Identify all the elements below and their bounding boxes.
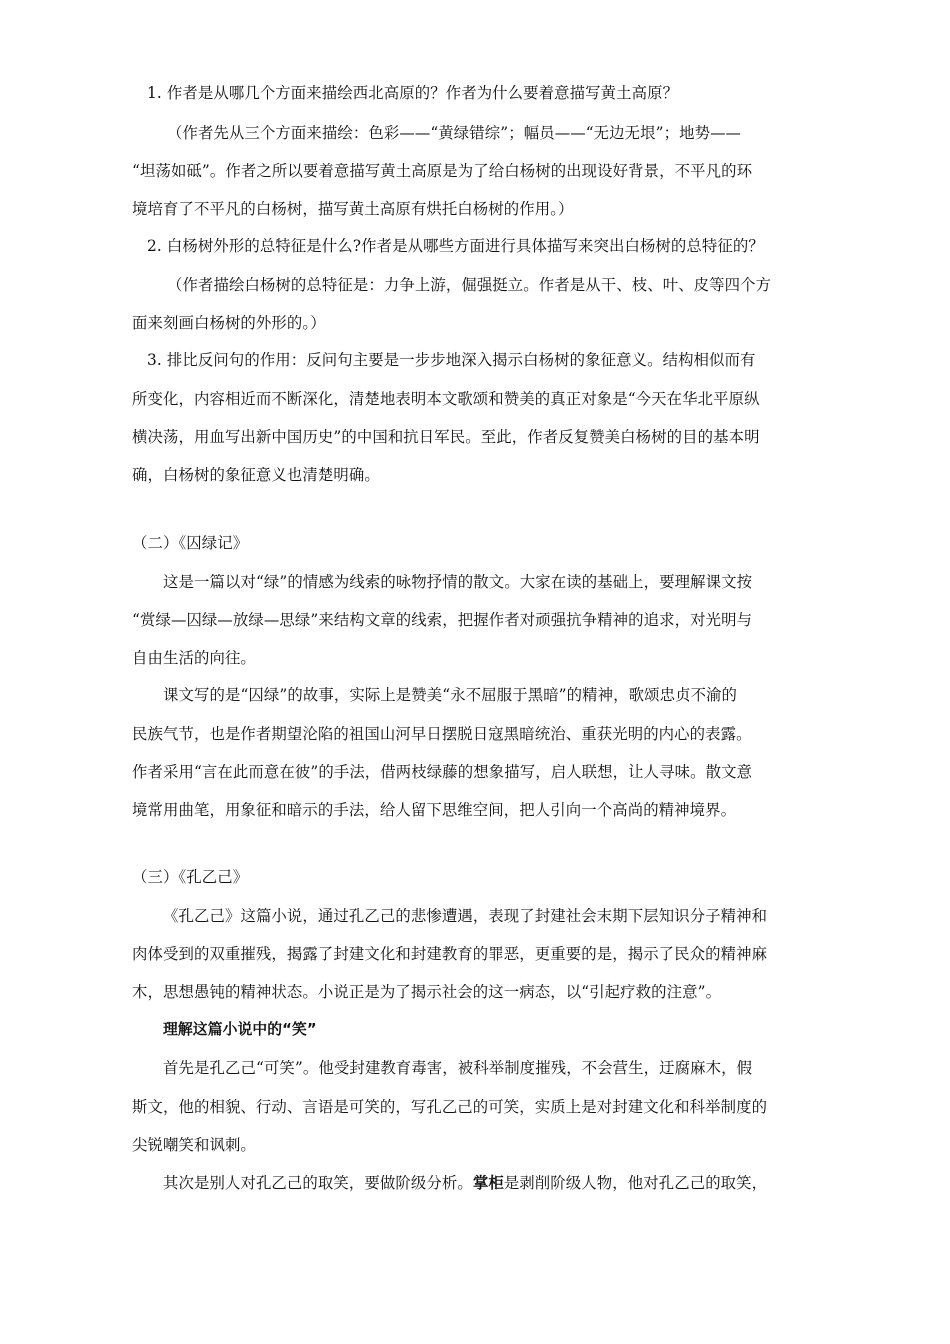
section-3-p1-line-2: 肉体受到的双重摧残，揭露了封建文化和封建教育的罪恶，更重要的是，揭示了民众的精神麻 bbox=[132, 945, 768, 963]
section-3-p2-line-2: 斯文，他的相貌、行动、言语是可笑的，写孔乙己的可笑，实质上是对封建文化和科举制度的 bbox=[132, 1098, 768, 1116]
answer-1-line-1: （作者先从三个方面来描绘：色彩——“黄绿错综”；幅员——“无边无垠”；地势—— bbox=[167, 124, 742, 142]
question-2: 2. 白杨树外形的总特征是什么?作者是从哪些方面进行具体描写来突出白杨树的总特征的？ bbox=[147, 237, 764, 255]
answer-2-line-1: （作者描绘白杨树的总特征是：力争上游，倔强挺立。作者是从干、枝、叶、皮等四个方 bbox=[167, 276, 772, 294]
section-2-p2-line-2: 民族气节，也是作者期望沦陷的祖国山河早日摆脱日寇黑暗统治、重获光明的内心的表露。 bbox=[132, 725, 752, 743]
question-1: 1. 作者是从哪几个方面来描绘西北高原的？作者为什么要着意描写黄土高原？ bbox=[147, 84, 679, 102]
answer-1-line-2: “坦荡如砥”。作者之所以要着意描写黄土高原是为了给白杨树的出现设好背景，不平凡的环 bbox=[132, 162, 753, 180]
question-3-line-1: 3. 排比反问句的作用：反问句主要是一步步地深入揭示白杨树的象征意义。结构相似而有 bbox=[147, 351, 756, 369]
section-3-p3-line-1 bbox=[163, 1173, 767, 1193]
section-3-p1-line-1: 《孔乙己》这篇小说，通过孔乙己的悲惨遭遇，表现了封建社会末期下层知识分子精神和 bbox=[163, 907, 768, 925]
section-2-p1-line-2: “赏绿—囚绿—放绿—思绿”来结构文章的线索，把握作者对顽强抗争精神的追求，对光明与 bbox=[132, 611, 753, 629]
section-3-heading: （三）《孔乙己》 bbox=[132, 868, 249, 886]
section-3-subheading: 理解这篇小说中的“笑” bbox=[163, 1021, 317, 1038]
section-2-heading: （二）《囚绿记》 bbox=[132, 534, 249, 552]
section-3-p3-text-pre: 其次是别人对孔乙己的取笑，要做阶级分析。 bbox=[163, 1174, 473, 1192]
question-3-line-4: 确，白杨树的象征意义也清楚明确。 bbox=[132, 466, 380, 484]
answer-1-line-3: 境培育了不平凡的白杨树，描写黄土高原有烘托白杨树的作用。） bbox=[132, 200, 574, 218]
section-2-p1-line-3: 自由生活的向往。 bbox=[132, 649, 256, 667]
section-2-p1-line-1: 这是一篇以对“绿”的情感为线索的咏物抒情的散文。大家在读的基础上，要理解课文按 bbox=[163, 573, 753, 591]
section-2-p2-line-4: 境常用曲笔，用象征和暗示的手法，给人留下思维空间，把人引向一个高尚的精神境界。 bbox=[132, 801, 737, 819]
section-3-p2-line-1: 首先是孔乙己“可笑”。他受封建教育毒害，被科举制度摧残，不会营生，迂腐麻木，假 bbox=[163, 1059, 753, 1077]
section-3-p2-line-3: 尖锐嘲笑和讽刺。 bbox=[132, 1136, 256, 1154]
section-3-p1-line-3: 木，思想愚钝的精神状态。小说正是为了揭示社会的这一病态，以“引起疗救的注意”。 bbox=[132, 983, 722, 1001]
section-2-p2-line-1: 课文写的是“囚绿”的故事，实际上是赞美“永不屈服于黑暗”的精神，歌颂忠贞不渝的 bbox=[163, 686, 738, 704]
answer-2-line-2: 面来刻画白杨树的外形的。） bbox=[132, 314, 326, 332]
question-3-line-2: 所变化，内容相近而不断深化，清楚地表明本文歌颂和赞美的真正对象是“今天在华北平原纵 bbox=[132, 390, 760, 408]
question-3-line-3: 横决荡，用血写出新中国历史”的中国和抗日军民。至此，作者反复赞美白杨树的目的基本明 bbox=[132, 428, 760, 446]
section-3-p3-text-post: 是剥削阶级人物，他对孔乙己的取笑， bbox=[503, 1174, 768, 1192]
section-3-p3-text-bold: 掌柜 bbox=[472, 1174, 504, 1192]
section-2-p2-line-3: 作者采用“言在此而意在彼”的手法，借两枝绿藤的想象描写，启人联想，让人寻味。散文意 bbox=[132, 763, 753, 781]
